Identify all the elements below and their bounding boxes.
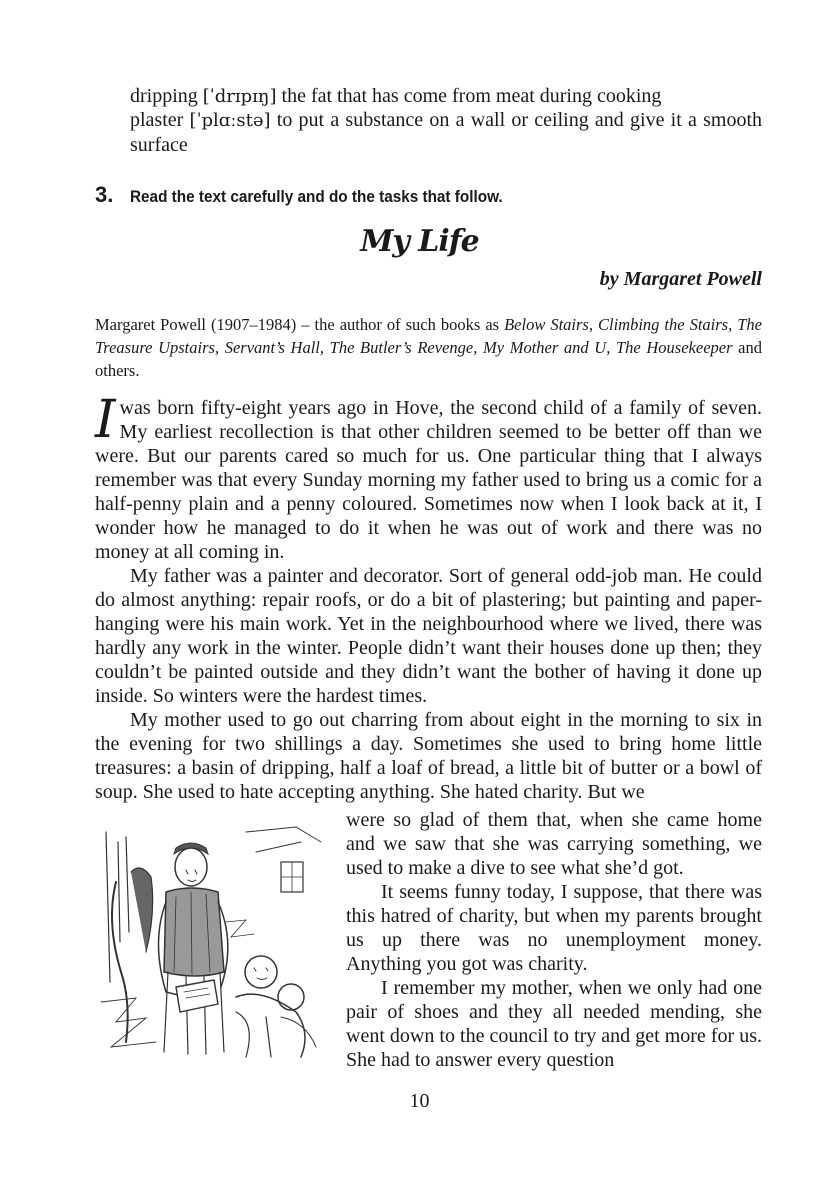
bio-tail: and others. bbox=[95, 338, 763, 380]
glossary-ipa: [ˈplɑːstə] bbox=[189, 110, 271, 131]
glossary-word: plaster bbox=[130, 109, 184, 131]
glossary-ipa: [ˈdrɪpɪŋ] bbox=[202, 86, 277, 107]
paragraph-2: My father was a painter and decorator. Sort of general odd-job man. He could do almost anything: repair roofs, or do a bit of plastering; but painting and paper-hanging were his main work. Yet in the neighbourhood where we lived, there was hardly any work in the winter. People didn’t want their houses done up then; they couldn’t be painted outside and they didn’t want the bother of having it done up inside. So winters were the hardest times. bbox=[95, 565, 762, 707]
illustration-sketch bbox=[96, 822, 326, 1060]
task-instruction: Read the text carefully and do the tasks that follow. bbox=[130, 187, 503, 206]
glossary-entry-plaster bbox=[130, 108, 762, 157]
paragraph-4: It seems funny today, I suppose, that there was this hatred of charity, but when my parents brought us up there was no unemployment money. Anything you got was charity. bbox=[346, 881, 762, 975]
bio-lead: Margaret Powell (1907–1984) – the author of such books as bbox=[95, 315, 505, 334]
story-body-narrow bbox=[346, 808, 762, 1072]
paragraph-5: I remember my mother, when we only had one pair of shoes and they all needed mending, she went down to the council to try and get more for us. She had to answer every question bbox=[346, 977, 762, 1071]
story-body bbox=[95, 390, 762, 804]
task-number: 3. bbox=[95, 182, 114, 207]
drop-cap: I bbox=[95, 390, 116, 450]
story-title: My Life bbox=[360, 224, 479, 259]
paragraph-1-text: was born fifty-eight years ago in Hove, the second child of a family of seven. My earliest recollection is that other children seemed to be better off than we were. But our parents cared so much for us. One particular thing that I always remember was that every Sunday morning my father used to bring us a comic for a half-penny plain and a penny coloured. Sometimes now when I look back at it, I wonder how he managed to do it when he was out of work and there was no money at all coming in. bbox=[95, 397, 762, 563]
paragraph-1 bbox=[95, 390, 762, 564]
author-bio bbox=[95, 313, 762, 382]
page-number: 10 bbox=[409, 1090, 430, 1112]
glossary-definition: the fat that has come from meat during cooking bbox=[281, 85, 662, 107]
paragraph-3-continued: were so glad of them that, when she came home and we saw that she was carrying something, we used to make a dive to see what she’d got. bbox=[346, 809, 762, 879]
bio-book-titles: Below Stairs, Climbing the Stairs, The Treasure Upstairs, Servant’s Hall, The Butler’s Revenge, My Mother and U, The Housekeeper bbox=[95, 315, 762, 357]
glossary-entry-dripping bbox=[130, 84, 762, 109]
glossary-word: dripping bbox=[130, 85, 198, 107]
task-heading bbox=[95, 182, 775, 208]
story-byline: by Margaret Powell bbox=[599, 268, 762, 290]
glossary-definition: to put a substance on a wall or ceiling and give it a smooth surface bbox=[130, 109, 763, 156]
paragraph-3: My mother used to go out charring from about eight in the morning to six in the evening for two shillings a day. Sometimes she used to bring home little treasures: a basin of dripping, half a loaf of bread, a little bit of butter or a bowl of soup. She used to hate accepting anything. She hated charity. But we bbox=[95, 709, 762, 803]
